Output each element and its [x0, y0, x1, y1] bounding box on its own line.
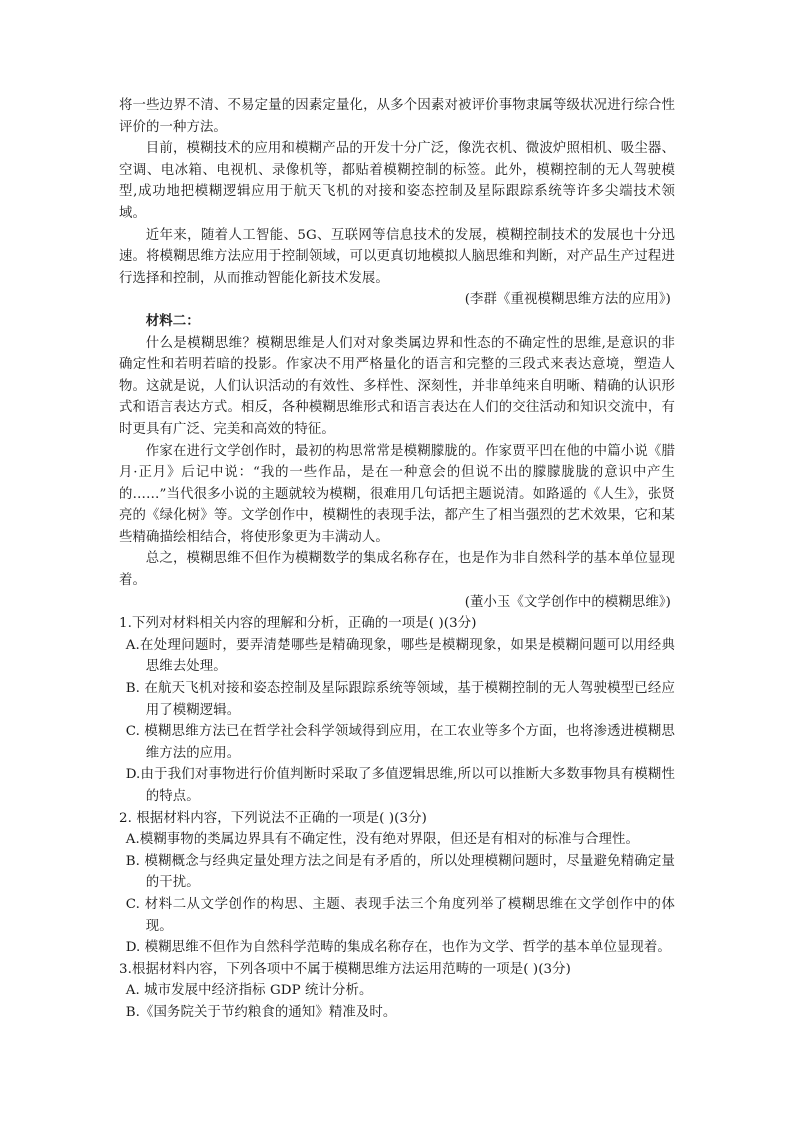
question-option: C. 材料二从文学创作的构思、主题、表现手法三个角度列举了模糊思维在文学创作中的体现。 [125, 896, 675, 934]
paragraph-recent-development: 近年来，随着人工智能、5G、互联网等信息技术的发展，模糊控制技术的发展也十分迅速。将模糊思维方法应用于控制领域，可以更真切地模拟人脑思维和判断，对产品生产过程进行选择和控制，从而推动智能化新技术发展。 [119, 227, 675, 286]
question-option: B.《国务院关于节约粮食的通知》精准及时。 [125, 1004, 397, 1020]
paragraph-literary-creation: 作家在进行文学创作时，最初的构思常常是模糊朦胧的。作家贾平凹在他的中篇小说《腊月·正月》后记中说：“我的一些作品，是在一种意会的但说不出的朦朦胧胧的意识中产生的……”当代很多小说的主题就较为模糊，很难用几句话把主题说清。如路遥的《人生》，张贤亮的《绿化树》等。文学创作中，模糊性的表现手法，都产生了相当强烈的艺术效果，它和某些精确描绘相结合，将使形象更为丰满动人。 [119, 443, 675, 545]
material-two-heading: 材料二： [145, 312, 200, 329]
question-option: C. 模糊思维方法已在哲学社会科学领域得到应用，在工农业等多个方面，也将渗透进模糊思维方法的应用。 [125, 724, 675, 761]
question-stem: 3.根据材料内容，下列各项中不属于模糊思维方法运用范畴的一项是( )(3分) [119, 961, 571, 977]
question-option: A.在处理问题时，要弄清楚哪些是精确现象，哪些是模糊现象，如果是模糊问题可以用经典思维去处理。 [125, 637, 675, 675]
question-option: B. 模糊概念与经典定量处理方法之间是有矛盾的，所以处理模糊问题时，尽量避免精确定量的干扰。 [125, 853, 675, 891]
paragraph-fuzzy-applications: 目前，模糊技术的应用和模糊产品的开发十分广泛，像洗衣机、微波炉照相机、吸尘器、空调、电冰箱、电视机、录像机等，都贴着模糊控制的标签。此外，模糊控制的无人驾驶模型,成功地把模糊逻辑应用于航天飞机的对接和姿态控制及星际跟踪系统等许多尖端技术领域。 [119, 141, 675, 221]
question-1 [119, 613, 675, 807]
document-page [119, 95, 675, 1024]
question-option: A.模糊事物的类属边界具有不确定性，没有绝对界限，但还是有相对的标准与合理性。 [125, 832, 639, 848]
question-stem: 1.下列对材料相关内容的理解和分析，正确的一项是( )(3分) [119, 616, 477, 632]
question-3 [119, 959, 675, 1024]
paragraph-conclusion: 总之，模糊思维不但作为模糊数学的集成名称存在，也是作为非自然科学的基本单位显现着。 [119, 551, 675, 589]
question-option: D.由于我们对事物进行价值判断时采取了多值逻辑思维,所以可以推断大多数事物具有模糊性的特点。 [125, 767, 675, 804]
question-stem: 2. 根据材料内容，下列说法不正确的一项是( )(3分) [119, 810, 427, 826]
paragraph-what-is-fuzzy-thinking: 什么是模糊思维？模糊思维是人们对对象类属边界和性态的不确定性的思维,是意识的非确定性和若明若暗的投影。作家决不用严格量化的语言和完整的三段式来表达意境，塑造人物。这就是说，人们认识活动的有效性、多样性、深刻性，并非单纯来自明晰、精确的认识形式和语言表达方式。相反，各种模糊思维形式和语言表达在人们的交往活动和知识交流中，有时更具有广泛、完美和高效的特征。 [119, 335, 675, 437]
source-citation-2: (董小玉《文学创作中的模糊思维》) [464, 594, 671, 610]
question-option: D. 模糊思维不但作为自然科学范畴的集成名称存在，也作为文学、哲学的基本单位显现着。 [125, 940, 671, 956]
source-citation-1: (李群《重视模糊思维方法的应用》) [464, 292, 671, 308]
question-option: B. 在航天飞机对接和姿态控制及星际跟踪系统等领域，基于模糊控制的无人驾驶模型已经应用了模糊逻辑。 [125, 681, 675, 718]
paragraph-intro-continuation: 将一些边界不清、不易定量的因素定量化，从多个因素对被评价事物隶属等级状况进行综合性评价的一种方法。 [119, 98, 675, 135]
question-option: A. 城市发展中经济指标 GDP 统计分析。 [125, 983, 373, 999]
question-2 [119, 808, 675, 959]
